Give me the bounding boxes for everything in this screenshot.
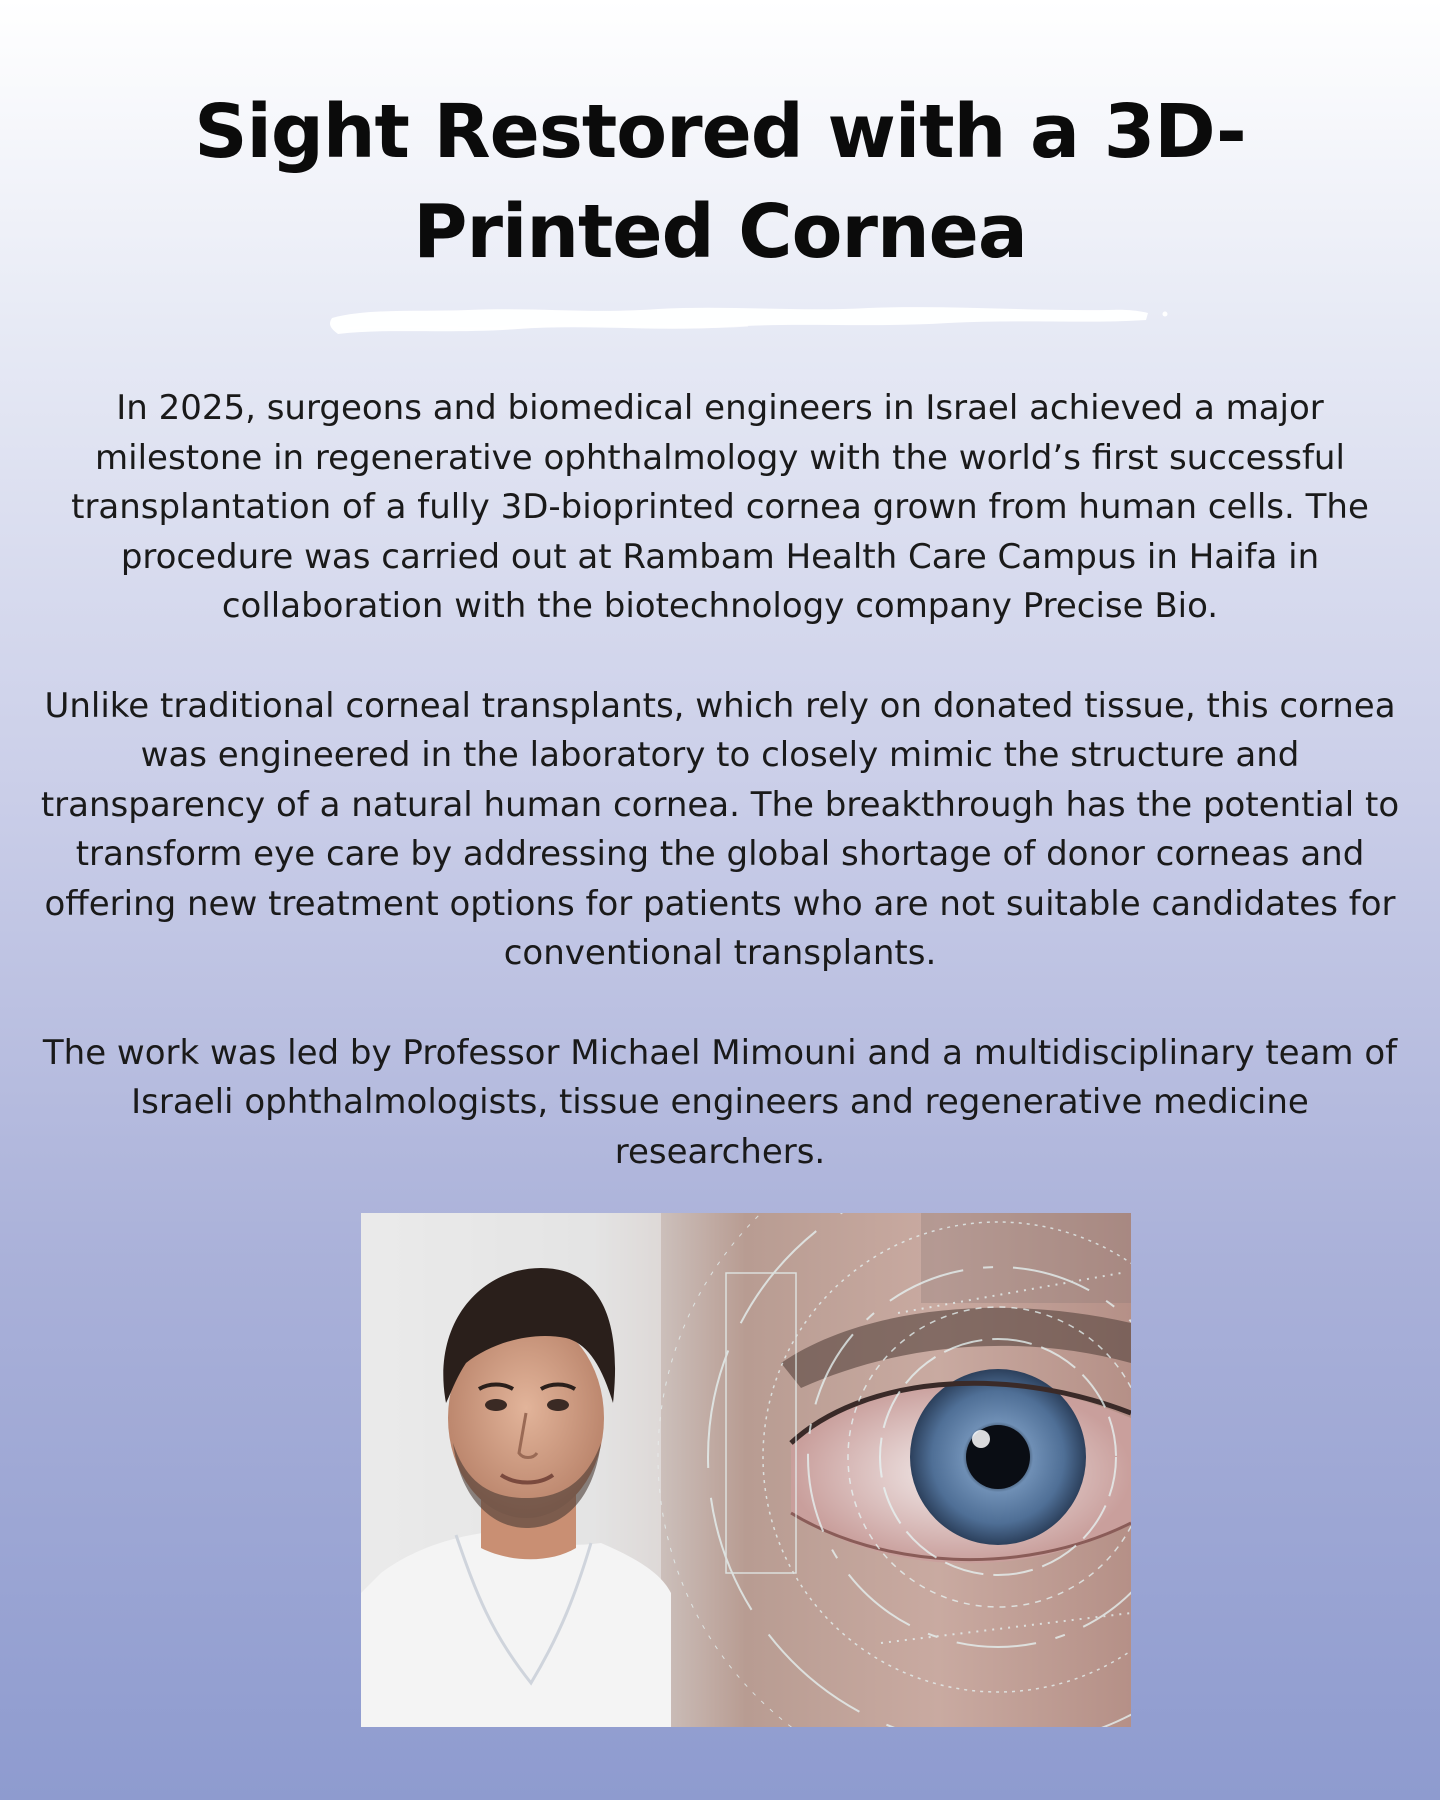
page-title: Sight Restored with a 3D-Printed Cornea — [194, 89, 1246, 275]
paragraph-2: Unlike traditional corneal transplants, which rely on donated tissue, this cornea was engineered in the laboratory to closely mimic the structure and transparency of a natural human cornea. The breakthrough has the potential to transform eye care by addressing the global shortage of donor corneas and offering new treatment options for patients who are not suitable candidates for conventional transplants. — [40, 685, 1400, 973]
paragraph-3: The work was led by Professor Michael Mimouni and a multidisciplinary team of Israeli ophthalmologists, tissue engineers and regenerative medicine researchers. — [42, 1032, 1398, 1172]
portrait-and-eye-image — [361, 1213, 1131, 1727]
feature-photo — [361, 1213, 1131, 1727]
portrait-illustration — [361, 1213, 671, 1727]
article-body — [30, 384, 1410, 1227]
brush-stroke-divider — [328, 298, 1170, 346]
paragraph-1: In 2025, surgeons and biomedical engineers in Israel achieved a major milestone in regenerative ophthalmology with the world’s first successful transplantation of a fully 3D-bioprinted cornea grown from human cells. The procedure was carried out at Rambam Health Care Campus in Haifa in collaboration with the biotechnology company Precise Bio. — [71, 388, 1369, 626]
